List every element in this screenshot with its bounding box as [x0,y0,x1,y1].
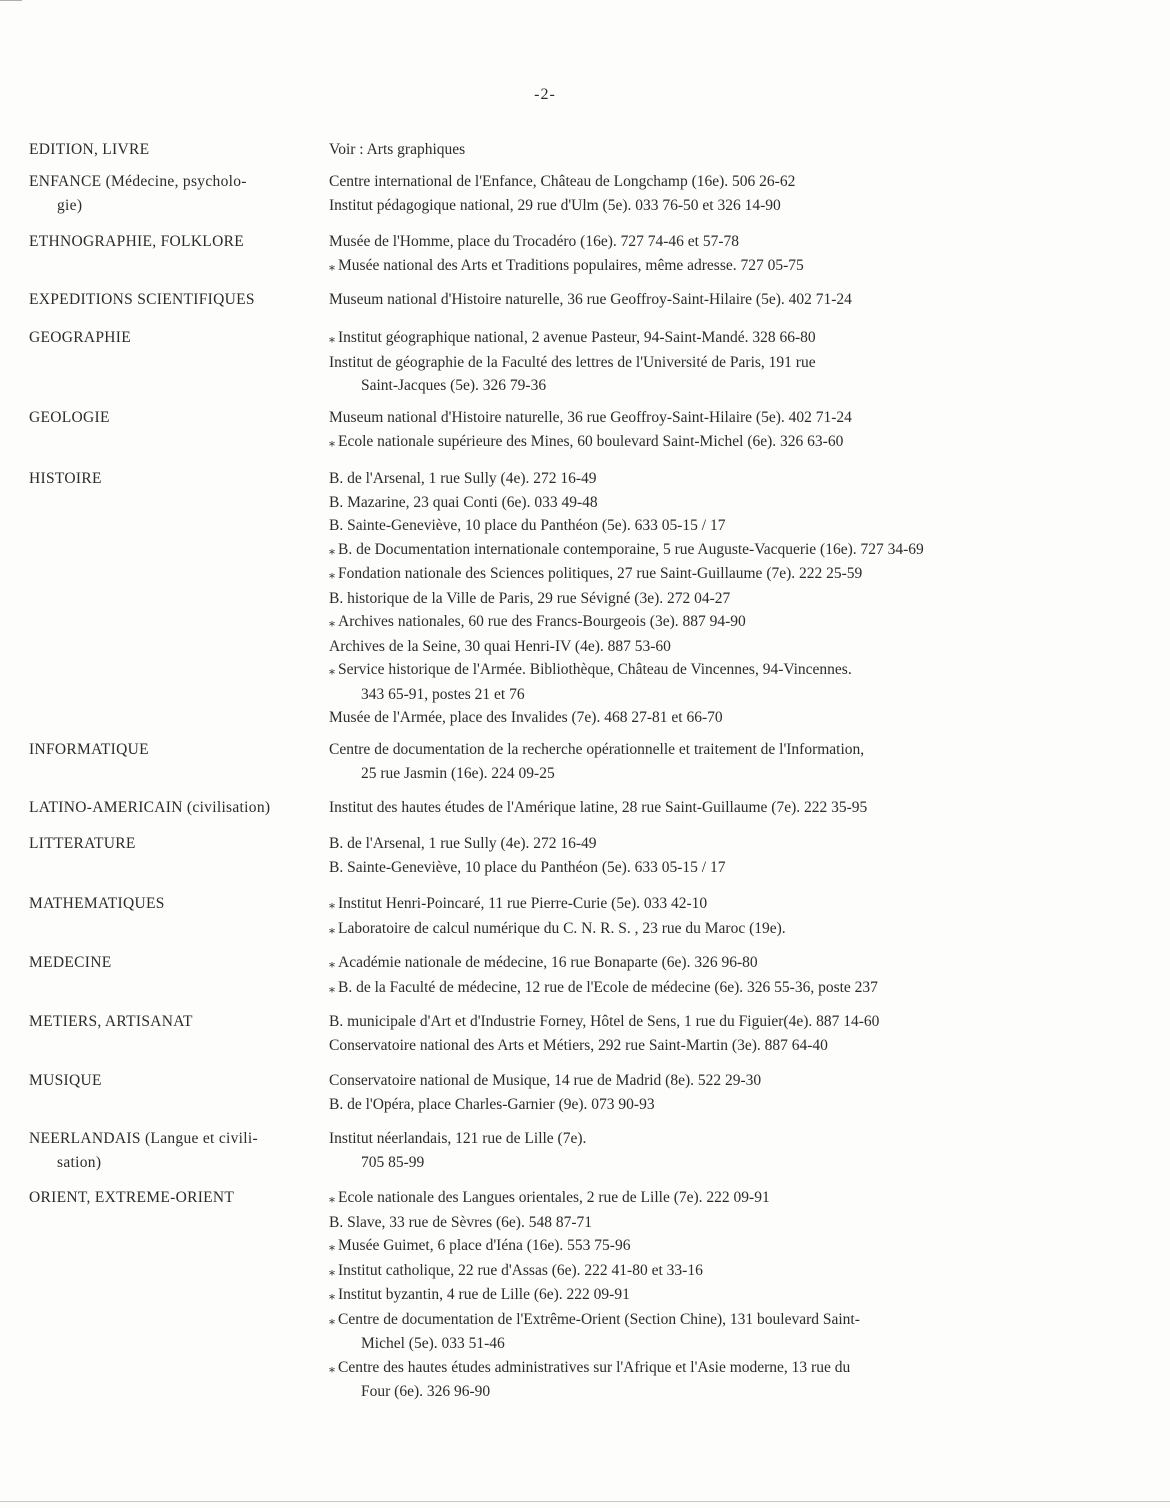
address-text: Centre de documentation de l'Extrême-Orient (Section Chine), 131 boulevard Saint- [338,1310,860,1328]
address-text: Institut de géographie de la Faculté des lettres de l'Université de Paris, 191 rue [329,353,816,371]
asterisk-marker: ⁎ [329,921,335,936]
address-line [329,951,1164,976]
entry-addresses [329,170,1164,217]
subject-line: ORIENT, EXTREME-ORIENT [29,1189,235,1206]
address-line [329,467,1164,491]
address-text: Musée national des Arts et Traditions populaires, même adresse. 727 05-75 [338,256,804,274]
address-line [329,976,1164,1001]
asterisk-marker: ⁎ [329,542,335,557]
entry-subject [29,738,319,762]
subject-line: LITTERATURE [29,835,136,852]
address-line [329,1093,1164,1117]
address-text: Ecole nationale des Langues orientales, 2 rue de Lille (7e). 222 09-91 [338,1189,770,1206]
subject-line: HISTOIRE [29,470,102,487]
address-line [329,917,1164,942]
address-line [329,562,1164,587]
address-line [329,683,1164,707]
address-line [329,796,1164,820]
asterisk-marker: ⁎ [329,331,335,345]
address-text: Centre international de l'Enfance, Château de Longchamp (16e). 506 26-62 [329,173,796,190]
entry-subject [29,951,319,975]
asterisk-marker: ⁎ [329,663,335,677]
subject-line: sation) [57,1154,102,1171]
address-line [329,351,1164,375]
asterisk-marker: ⁎ [329,897,335,911]
address-text: B. Slave, 33 rue de Sèvres (6e). 548 87-71 [329,1213,593,1231]
address-text: Institut Henri-Poincaré, 11 rue Pierre-Curie (5e). 033 42-10 [338,895,708,912]
address-line [329,138,1164,162]
entry-subject [29,1010,319,1034]
address-text: 25 rue Jasmin (16e). 224 09-25 [361,764,555,782]
address-line [329,194,1164,218]
address-text: Ecole nationale supérieure des Mines, 60 boulevard Saint-Michel (6e). 326 63-60 [338,432,844,450]
address-text: B. de l'Arsenal, 1 rue Sully (4e). 272 16-49 [329,835,597,852]
subject-line: ENFANCE (Médecine, psycholo- [29,173,247,190]
subject-line: GEOLOGIE [29,409,110,426]
address-line [329,326,1164,351]
address-line [329,288,1164,312]
subject-line: gie) [57,197,83,214]
entry-subject [29,467,319,491]
address-text: Service historique de l'Armée. Bibliothèque, Château de Vincennes, 94-Vincennes. [338,661,852,678]
address-line [329,635,1164,659]
address-text: Museum national d'Histoire naturelle, 36 rue Geoffroy-Saint-Hilaire (5e). 402 71-24 [329,291,852,308]
address-line [329,1034,1164,1058]
entry-addresses [329,467,1164,730]
entry-subject [29,170,319,218]
address-line [329,170,1164,194]
address-text: B. de l'Opéra, place Charles-Garnier (9e). 073 90-93 [329,1095,655,1113]
address-text: Institut pédagogique national, 29 rue d'Ulm (5e). 033 76-50 et 326 14-90 [329,196,781,214]
address-text: B. historique de la Ville de Paris, 29 rue Sévigné (3e). 272 04-27 [329,589,731,607]
subject-line: METIERS, ARTISANAT [29,1013,193,1030]
address-line [329,1356,1164,1381]
entry-addresses [329,1186,1164,1404]
subject-line: NEERLANDAIS (Langue et civili- [29,1130,258,1147]
entry-subject [29,138,319,162]
address-line [329,514,1164,538]
address-text: Archives de la Seine, 30 quai Henri-IV (4e). 887 53-60 [329,637,671,655]
address-text: B. de Documentation internationale contemporaine, 5 rue Auguste-Vacquerie (16e). 727 34-69 [338,540,924,558]
address-text: 343 65-91, postes 21 et 76 [361,685,525,703]
edge-mark [0,0,22,1]
address-line [329,610,1164,635]
entry-addresses [329,1069,1164,1116]
address-text: Michel (5e). 033 51-46 [361,1335,505,1352]
address-text: Institut des hautes études de l'Amérique latine, 28 rue Saint-Guillaume (7e). 222 35-95 [329,799,868,816]
entry-addresses [329,1010,1164,1057]
address-line [329,406,1164,430]
subject-line: MATHEMATIQUES [29,895,165,912]
asterisk-marker: ⁎ [329,1288,335,1302]
address-text: Laboratoire de calcul numérique du C. N. R. S. , 23 rue du Maroc (19e). [338,919,786,937]
entry-subject [29,230,319,254]
address-line [329,658,1164,683]
asterisk-marker: ⁎ [329,1239,335,1253]
address-text: Institut byzantin, 4 rue de Lille (6e). 222 09-91 [338,1286,630,1303]
address-line [329,762,1164,786]
subject-line: ETHNOGRAPHIE, FOLKLORE [29,233,244,250]
asterisk-marker: ⁎ [329,615,335,629]
address-line [329,1308,1164,1333]
asterisk-marker: ⁎ [329,1191,335,1205]
address-line [329,1332,1164,1356]
entry-subject [29,796,319,820]
address-text: Musée de l'Homme, place du Trocadéro (16e). 727 74-46 et 57-78 [329,233,740,250]
bottom-rule [0,1501,1170,1502]
entry-subject [29,832,319,856]
entry-addresses [329,832,1164,879]
address-line [329,1127,1164,1151]
address-text: 705 85-99 [361,1153,425,1171]
entry-addresses [329,230,1164,278]
address-line [329,856,1164,880]
address-line [329,1186,1164,1211]
page-number: -2- [534,86,556,103]
subject-line: LATINO-AMERICAIN (civilisation) [29,799,271,816]
asterisk-marker: ⁎ [329,1312,335,1327]
address-text: B. Mazarine, 23 quai Conti (6e). 033 49-48 [329,493,598,511]
address-text: Conservatoire national de Musique, 14 rue de Madrid (8e). 522 29-30 [329,1072,762,1089]
entry-addresses [329,326,1164,398]
address-text: Centre des hautes études administratives sur l'Afrique et l'Asie moderne, 13 rue du [338,1358,851,1376]
address-text: Institut catholique, 22 rue d'Assas (6e). 222 41-80 et 33-16 [338,1261,703,1279]
subject-line: GEOGRAPHIE [29,329,132,346]
address-text: B. Sainte-Geneviève, 10 place du Panthéon (5e). 633 05-15 / 17 [329,858,726,876]
address-line [329,1010,1164,1034]
subject-line: EDITION, LIVRE [29,141,150,158]
asterisk-marker: ⁎ [329,1360,335,1375]
address-text: Archives nationales, 60 rue des Francs-Bourgeois (3e). 887 94-90 [338,613,746,630]
entry-subject [29,1069,319,1093]
address-line [329,1283,1164,1308]
address-line [329,706,1164,730]
address-text: Musée Guimet, 6 place d'Iéna (16e). 553 75-96 [338,1237,631,1254]
address-line [329,254,1164,279]
address-line [329,538,1164,563]
address-line [329,1380,1164,1404]
entry-addresses [329,951,1164,1000]
asterisk-marker: ⁎ [329,567,335,581]
address-line [329,230,1164,254]
entry-subject [29,326,319,350]
address-line [329,430,1164,455]
address-line [329,587,1164,611]
address-line [329,832,1164,856]
address-line [329,374,1164,398]
entry-addresses [329,892,1164,941]
address-line [329,491,1164,515]
address-line [329,892,1164,917]
address-text: B. municipale d'Art et d'Industrie Forney, Hôtel de Sens, 1 rue du Figuier(4e). 887 14-60 [329,1013,880,1030]
address-text: Museum national d'Histoire naturelle, 36 rue Geoffroy-Saint-Hilaire (5e). 402 71-24 [329,409,852,426]
asterisk-marker: ⁎ [329,434,335,449]
entry-addresses [329,138,1164,162]
subject-line: MUSIQUE [29,1072,102,1089]
entry-addresses [329,288,1164,312]
address-line [329,738,1164,762]
entry-subject [29,288,319,312]
address-text: Institut géographique national, 2 avenue Pasteur, 94-Saint-Mandé. 328 66-80 [338,329,816,346]
address-line [329,1259,1164,1284]
asterisk-marker: ⁎ [329,1263,335,1278]
address-line [329,1151,1164,1175]
subject-line: MEDECINE [29,954,112,971]
entry-subject [29,892,319,916]
address-text: Institut néerlandais, 121 rue de Lille (7e). [329,1130,587,1147]
address-text: B. de l'Arsenal, 1 rue Sully (4e). 272 16-49 [329,470,597,487]
entry-addresses [329,1127,1164,1174]
address-text: Centre de documentation de la recherche opérationnelle et traitement de l'Information, [329,741,865,758]
subject-line: INFORMATIQUE [29,741,149,758]
address-text: Four (6e). 326 96-90 [361,1383,491,1400]
address-text: Conservatoire national des Arts et Métiers, 292 rue Saint-Martin (3e). 887 64-40 [329,1036,828,1054]
address-text: Académie nationale de médecine, 16 rue Bonaparte (6e). 326 96-80 [338,954,758,971]
address-text: Voir : Arts graphiques [329,141,466,158]
entry-addresses [329,406,1164,454]
address-text: B. de la Faculté de médecine, 12 rue de l'Ecole de médecine (6e). 326 55-36, poste 237 [338,978,878,996]
address-text: Saint-Jacques (5e). 326 79-36 [361,377,547,394]
address-line [329,1211,1164,1235]
entry-subject [29,1127,319,1175]
entry-addresses [329,796,1164,820]
entry-subject [29,406,319,430]
subject-line: EXPEDITIONS SCIENTIFIQUES [29,291,255,308]
address-text: Musée de l'Armée, place des Invalides (7e). 468 27-81 et 66-70 [329,709,723,726]
asterisk-marker: ⁎ [329,258,335,273]
address-line [329,1234,1164,1259]
address-text: Fondation nationale des Sciences politiques, 27 rue Saint-Guillaume (7e). 222 25-59 [338,565,863,582]
asterisk-marker: ⁎ [329,956,335,970]
entry-subject [29,1186,319,1210]
address-text: B. Sainte-Geneviève, 10 place du Panthéon (5e). 633 05-15 / 17 [329,517,726,534]
entry-addresses [329,738,1164,785]
asterisk-marker: ⁎ [329,980,335,995]
address-line [329,1069,1164,1093]
